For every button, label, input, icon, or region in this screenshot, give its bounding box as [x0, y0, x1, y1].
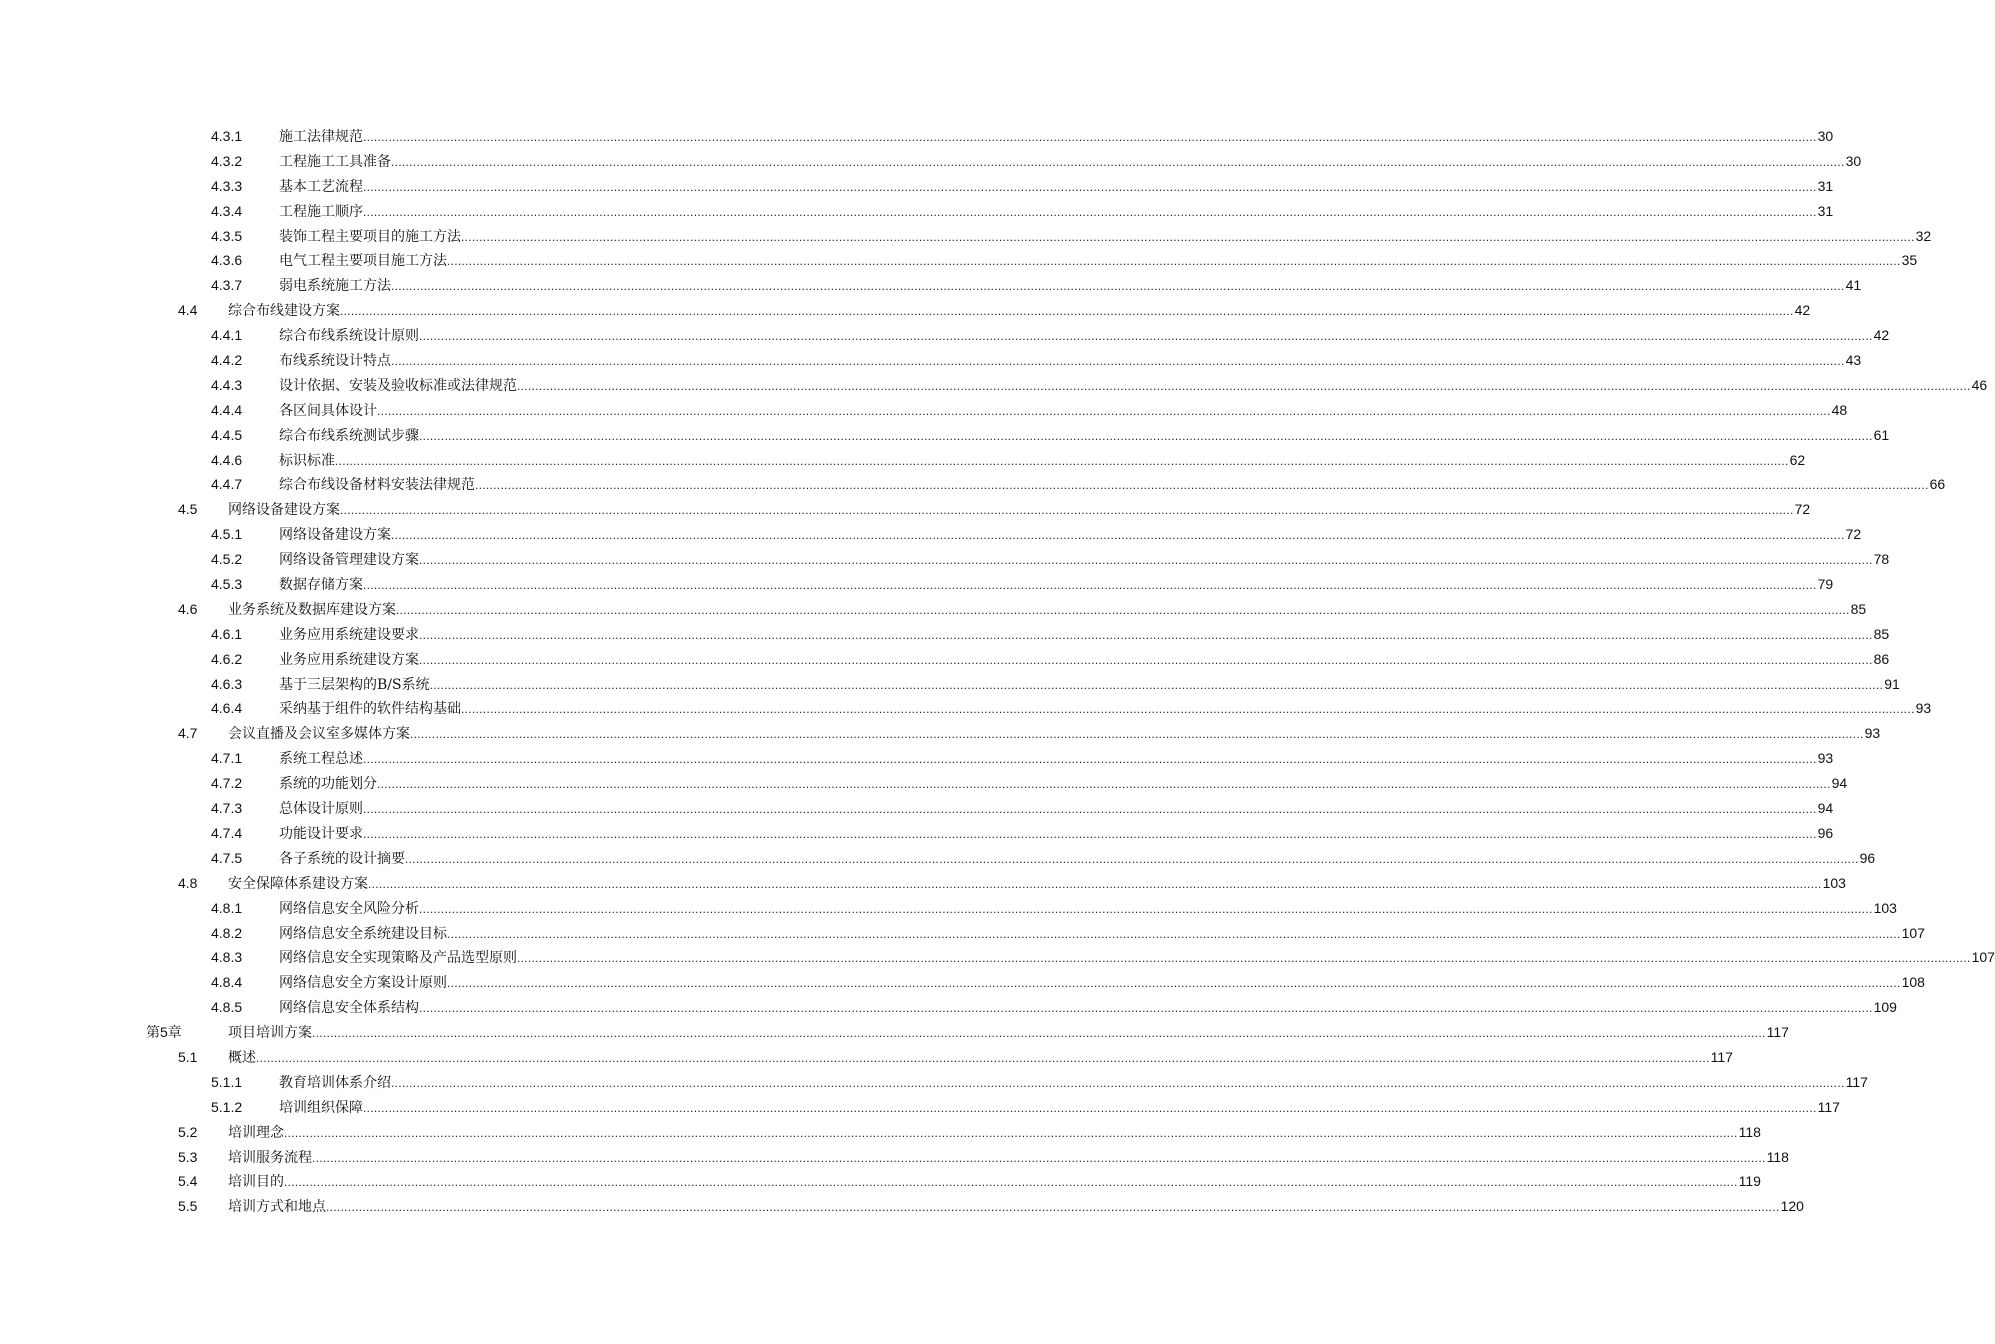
toc-entry-number: 4.7.2 — [211, 775, 243, 792]
toc-entry-line — [279, 572, 1834, 598]
dot-leader: ................................................................................................................................................................................................................................................................................................................................................................................................................ — [363, 204, 1817, 219]
dot-leader: ................................................................................................................................................................................................................................................................................................................................................................................................................ — [312, 1150, 1766, 1165]
toc-entry-number: 第5章 — [146, 1024, 182, 1041]
dot-leader: ................................................................................................................................................................................................................................................................................................................................................................................................................ — [340, 503, 1794, 518]
toc-entry-line — [279, 896, 1897, 922]
toc-entry-title: 教育培训体系介绍 — [279, 1074, 391, 1091]
toc-entry[interactable] — [0, 323, 1890, 348]
toc-entry-line — [228, 1194, 1804, 1220]
toc-entry-line — [279, 696, 1932, 722]
toc-entry-page-number: 117 — [1845, 1073, 1868, 1090]
dot-leader: ................................................................................................................................................................................................................................................................................................................................................................................................................ — [447, 926, 1901, 941]
toc-entry-number: 4.5.3 — [211, 576, 243, 593]
toc-entry-line — [279, 547, 1890, 573]
dot-leader: ................................................................................................................................................................................................................................................................................................................................................................................................................ — [517, 378, 1971, 393]
dot-leader: ................................................................................................................................................................................................................................................................................................................................................................................................................ — [363, 578, 1817, 593]
table-of-contents — [0, 124, 1995, 1219]
toc-entry-title: 综合布线设备材料安装法律规范 — [279, 477, 475, 494]
toc-entry-title: 系统工程总述 — [279, 751, 363, 768]
toc-entry-page-number: 72 — [1794, 501, 1811, 518]
toc-entry-number: 4.5 — [178, 501, 198, 518]
toc-entry-title: 培训目的 — [228, 1174, 284, 1191]
toc-entry-line — [279, 124, 1834, 150]
dot-leader: ................................................................................................................................................................................................................................................................................................................................................................................................................ — [363, 802, 1817, 817]
toc-entry-line — [279, 472, 1946, 498]
dot-leader: ................................................................................................................................................................................................................................................................................................................................................................................................................ — [461, 702, 1915, 717]
toc-entry-title: 培训方式和地点 — [228, 1199, 326, 1216]
dot-leader: ................................................................................................................................................................................................................................................................................................................................................................................................................ — [405, 851, 1859, 866]
toc-entry[interactable] — [0, 1169, 1761, 1194]
dot-leader: ................................................................................................................................................................................................................................................................................................................................................................................................................ — [326, 1200, 1780, 1215]
toc-entry-page-number: 109 — [1873, 999, 1897, 1016]
toc-entry-line — [228, 597, 1867, 623]
toc-entry-title: 网络信息安全系统建设目标 — [279, 925, 447, 942]
toc-entry-title: 总体设计原则 — [279, 801, 363, 818]
toc-entry-number: 5.3 — [178, 1148, 198, 1165]
toc-entry-line — [279, 373, 1988, 399]
toc-entry-number: 4.4.7 — [211, 476, 243, 493]
toc-entry-page-number: 79 — [1817, 576, 1834, 593]
toc-entry-page-number: 107 — [1901, 924, 1925, 941]
toc-entry-line — [279, 1095, 1840, 1121]
dot-leader: ................................................................................................................................................................................................................................................................................................................................................................................................................ — [447, 254, 1901, 269]
toc-entry[interactable] — [0, 1120, 1761, 1145]
toc-entry-line — [279, 970, 1925, 996]
dot-leader: ................................................................................................................................................................................................................................................................................................................................................................................................................ — [461, 229, 1915, 244]
toc-entry[interactable] — [0, 248, 1918, 273]
toc-entry[interactable] — [0, 124, 1834, 149]
toc-entry[interactable] — [0, 871, 1846, 896]
toc-entry-line — [228, 1020, 1789, 1046]
toc-entry-title: 基本工艺流程 — [279, 178, 363, 195]
toc-entry-number: 4.8.5 — [211, 999, 243, 1016]
toc-entry-line — [279, 522, 1862, 548]
toc-entry-number: 4.3.4 — [211, 202, 243, 219]
toc-entry-page-number: 117 — [1766, 1024, 1789, 1041]
dot-leader: ................................................................................................................................................................................................................................................................................................................................................................................................................ — [377, 403, 1831, 418]
toc-entry-number: 4.5.1 — [211, 526, 243, 543]
toc-entry-page-number: 41 — [1845, 277, 1862, 294]
toc-entry-page-number: 117 — [1710, 1048, 1733, 1065]
dot-leader: ................................................................................................................................................................................................................................................................................................................................................................................................................ — [396, 602, 1850, 617]
dot-leader: ................................................................................................................................................................................................................................................................................................................................................................................................................ — [368, 876, 1822, 891]
dot-leader: ................................................................................................................................................................................................................................................................................................................................................................................................................ — [419, 901, 1873, 916]
toc-entry-title: 网络设备建设方案 — [228, 502, 340, 519]
toc-entry[interactable] — [0, 1095, 1840, 1120]
toc-entry-page-number: 61 — [1873, 426, 1890, 443]
toc-entry-line — [279, 921, 1925, 947]
toc-entry-line — [228, 721, 1881, 747]
toc-entry-line — [228, 1120, 1761, 1146]
dot-leader: ................................................................................................................................................................................................................................................................................................................................................................................................................ — [475, 478, 1929, 493]
toc-entry-title: 网络信息安全体系结构 — [279, 1000, 419, 1017]
toc-entry-page-number: 118 — [1766, 1148, 1789, 1165]
toc-entry-title: 培训组织保障 — [279, 1099, 363, 1116]
toc-entry-line — [279, 647, 1890, 673]
toc-entry-number: 5.5 — [178, 1198, 198, 1215]
toc-entry[interactable] — [0, 622, 1890, 647]
toc-entry[interactable] — [0, 846, 1876, 871]
toc-entry-title: 综合布线建设方案 — [228, 303, 340, 320]
toc-entry-page-number: 103 — [1822, 874, 1846, 891]
dot-leader: ................................................................................................................................................................................................................................................................................................................................................................................................................ — [391, 279, 1845, 294]
toc-entry-title: 各区间具体设计 — [279, 402, 377, 419]
toc-entry-page-number: 103 — [1873, 899, 1897, 916]
toc-entry-title: 培训服务流程 — [228, 1149, 312, 1166]
toc-entry-line — [279, 622, 1890, 648]
toc-entry-number: 4.7 — [178, 725, 198, 742]
dot-leader: ................................................................................................................................................................................................................................................................................................................................................................................................................ — [419, 428, 1873, 443]
dot-leader: ................................................................................................................................................................................................................................................................................................................................................................................................................ — [391, 1075, 1845, 1090]
toc-entry-page-number: 31 — [1817, 177, 1834, 194]
toc-entry-title: 业务应用系统建设要求 — [279, 626, 419, 643]
toc-entry[interactable] — [0, 721, 1881, 746]
dot-leader: ................................................................................................................................................................................................................................................................................................................................................................................................................ — [517, 951, 1971, 966]
toc-entry-line — [228, 1045, 1733, 1071]
toc-entry-number: 4.8.2 — [211, 924, 243, 941]
toc-entry-line — [279, 448, 1806, 474]
toc-entry[interactable] — [0, 423, 1890, 448]
toc-entry-number: 4.3.6 — [211, 252, 243, 269]
dot-leader: ................................................................................................................................................................................................................................................................................................................................................................................................................ — [363, 179, 1817, 194]
toc-entry-page-number: 35 — [1901, 252, 1918, 269]
toc-entry[interactable] — [0, 647, 1890, 672]
toc-entry[interactable] — [0, 796, 1834, 821]
toc-entry-number: 4.3.7 — [211, 277, 243, 294]
toc-entry-number: 4.6 — [178, 600, 198, 617]
toc-entry-number: 4.6.2 — [211, 650, 243, 667]
toc-entry-title: 网络信息安全实现策略及产品选型原则 — [279, 950, 517, 967]
toc-entry[interactable] — [0, 522, 1862, 547]
toc-entry-page-number: 96 — [1817, 824, 1834, 841]
dot-leader: ................................................................................................................................................................................................................................................................................................................................................................................................................ — [391, 528, 1845, 543]
toc-entry-page-number: 31 — [1817, 202, 1834, 219]
toc-entry-number: 4.8 — [178, 874, 198, 891]
toc-entry-line — [228, 1169, 1761, 1195]
toc-entry-title: 培训理念 — [228, 1124, 284, 1141]
toc-entry[interactable] — [0, 1070, 1868, 1095]
toc-entry-number: 4.6.1 — [211, 625, 243, 642]
toc-entry[interactable] — [0, 821, 1834, 846]
toc-entry-number: 4.7.3 — [211, 800, 243, 817]
toc-entry[interactable] — [0, 398, 1848, 423]
toc-entry-number: 4.7.4 — [211, 824, 243, 841]
toc-entry-page-number: 93 — [1864, 725, 1881, 742]
dot-leader: ................................................................................................................................................................................................................................................................................................................................................................................................................ — [419, 1001, 1873, 1016]
toc-entry-number: 5.1.2 — [211, 1098, 243, 1115]
toc-entry-page-number: 91 — [1884, 675, 1900, 692]
toc-entry-page-number: 120 — [1780, 1198, 1804, 1215]
dot-leader: ................................................................................................................................................................................................................................................................................................................................................................................................................ — [391, 154, 1845, 169]
toc-entry-page-number: 93 — [1915, 700, 1932, 717]
toc-entry-number: 4.3.2 — [211, 152, 243, 169]
toc-entry[interactable] — [0, 373, 1988, 398]
toc-entry[interactable] — [0, 1020, 1789, 1045]
toc-entry[interactable] — [0, 149, 1862, 174]
toc-entry[interactable] — [0, 921, 1925, 946]
toc-entry[interactable] — [0, 746, 1834, 771]
toc-entry[interactable] — [0, 970, 1925, 995]
toc-entry-line — [279, 323, 1890, 349]
toc-entry[interactable] — [0, 348, 1862, 373]
toc-entry-number: 4.8.4 — [211, 974, 243, 991]
toc-entry-line — [279, 771, 1848, 797]
toc-entry-line — [279, 224, 1932, 250]
toc-entry-page-number: 78 — [1873, 551, 1890, 568]
toc-entry-page-number: 96 — [1859, 849, 1876, 866]
toc-entry-page-number: 85 — [1873, 625, 1890, 642]
toc-entry-page-number: 62 — [1789, 451, 1806, 468]
dot-leader: ................................................................................................................................................................................................................................................................................................................................................................................................................ — [363, 1100, 1817, 1115]
toc-entry-title: 系统的功能划分 — [279, 776, 377, 793]
dot-leader: ................................................................................................................................................................................................................................................................................................................................................................................................................ — [391, 354, 1845, 369]
dot-leader: ................................................................................................................................................................................................................................................................................................................................................................................................................ — [419, 627, 1873, 642]
dot-leader: ................................................................................................................................................................................................................................................................................................................................................................................................................ — [429, 677, 1884, 692]
toc-entry-page-number: 66 — [1929, 476, 1946, 493]
toc-entry-number: 4.4.5 — [211, 426, 243, 443]
toc-entry-number: 4.4 — [178, 302, 198, 319]
toc-entry-page-number: 94 — [1831, 775, 1848, 792]
toc-entry-number: 4.3.1 — [211, 128, 243, 144]
dot-leader: ................................................................................................................................................................................................................................................................................................................................................................................................................ — [419, 652, 1873, 667]
toc-entry-title: 安全保障体系建设方案 — [228, 875, 368, 892]
toc-entry-number: 4.8.3 — [211, 949, 243, 966]
toc-entry-title: 网络设备管理建设方案 — [279, 552, 419, 569]
toc-entry-number: 5.1 — [178, 1048, 198, 1065]
toc-entry-line — [279, 821, 1834, 847]
toc-entry-number: 4.3.5 — [211, 227, 243, 244]
toc-entry-number: 4.4.1 — [211, 327, 243, 344]
toc-entry-page-number: 46 — [1971, 376, 1988, 393]
toc-entry-line — [279, 398, 1848, 424]
toc-entry-page-number: 30 — [1845, 152, 1862, 169]
toc-entry[interactable] — [0, 448, 1806, 473]
toc-entry[interactable] — [0, 298, 1811, 323]
toc-entry-title: 标识标准 — [279, 452, 335, 469]
toc-entry-number: 4.4.4 — [211, 401, 243, 418]
toc-entry-title: 弱电系统施工方法 — [279, 278, 391, 295]
toc-entry-page-number: 48 — [1831, 401, 1848, 418]
toc-entry[interactable] — [0, 1194, 1804, 1219]
toc-entry-title: 装饰工程主要项目的施工方法 — [279, 228, 461, 245]
toc-entry-line — [279, 746, 1834, 772]
toc-entry-page-number: 85 — [1850, 600, 1867, 617]
toc-entry-line — [279, 423, 1890, 449]
toc-entry-page-number: 93 — [1817, 750, 1834, 767]
toc-entry[interactable] — [0, 199, 1834, 224]
dot-leader: ................................................................................................................................................................................................................................................................................................................................................................................................................ — [312, 1026, 1766, 1041]
toc-entry-page-number: 30 — [1817, 128, 1834, 144]
toc-entry[interactable] — [0, 224, 1932, 249]
toc-entry-page-number: 119 — [1738, 1173, 1761, 1190]
dot-leader: ................................................................................................................................................................................................................................................................................................................................................................................................................ — [363, 826, 1817, 841]
dot-leader: ................................................................................................................................................................................................................................................................................................................................................................................................................ — [256, 1050, 1710, 1065]
toc-entry[interactable] — [0, 273, 1862, 298]
toc-entry-number: 4.5.2 — [211, 551, 243, 568]
toc-entry[interactable] — [0, 472, 1946, 497]
toc-entry[interactable] — [0, 597, 1867, 622]
toc-entry-title: 工程施工工具准备 — [279, 153, 391, 170]
toc-entry[interactable] — [0, 1145, 1789, 1170]
toc-entry-title: 网络设备建设方案 — [279, 527, 391, 544]
toc-entry-title: 综合布线系统测试步骤 — [279, 427, 419, 444]
toc-entry[interactable] — [0, 696, 1932, 721]
toc-entry-line — [279, 199, 1834, 225]
dot-leader: ................................................................................................................................................................................................................................................................................................................................................................................................................ — [335, 453, 1789, 468]
toc-entry-title: 设计依据、安装及验收标准或法律规范 — [279, 377, 517, 394]
dot-leader: ................................................................................................................................................................................................................................................................................................................................................................................................................ — [410, 727, 1864, 742]
toc-entry[interactable] — [0, 945, 1995, 970]
toc-entry-page-number: 118 — [1738, 1123, 1761, 1140]
toc-entry-line — [279, 672, 1900, 698]
toc-entry-page-number: 32 — [1915, 227, 1932, 244]
toc-entry-page-number: 42 — [1873, 327, 1890, 344]
dot-leader: ................................................................................................................................................................................................................................................................................................................................................................................................................ — [363, 130, 1817, 144]
toc-entry-line — [279, 174, 1834, 200]
toc-entry-title: 综合布线系统设计原则 — [279, 328, 419, 345]
toc-entry-title: 会议直播及会议室多媒体方案 — [228, 726, 410, 743]
toc-entry-number: 5.4 — [178, 1173, 198, 1190]
toc-entry-number: 5.1.1 — [211, 1073, 243, 1090]
toc-entry-line — [279, 995, 1897, 1021]
toc-entry[interactable] — [0, 995, 1897, 1020]
toc-entry[interactable] — [0, 1045, 1733, 1070]
toc-entry-title: 功能设计要求 — [279, 825, 363, 842]
toc-entry[interactable] — [0, 174, 1834, 199]
toc-entry-line — [279, 248, 1918, 274]
toc-entry-page-number: 117 — [1817, 1098, 1840, 1115]
toc-entry-title: 工程施工顺序 — [279, 203, 363, 220]
toc-entry-line — [279, 149, 1862, 175]
dot-leader: ................................................................................................................................................................................................................................................................................................................................................................................................................ — [419, 553, 1873, 568]
dot-leader: ................................................................................................................................................................................................................................................................................................................................................................................................................ — [419, 329, 1873, 344]
toc-entry-number: 4.4.2 — [211, 352, 243, 369]
toc-entry-line — [228, 298, 1811, 324]
toc-entry[interactable] — [0, 896, 1897, 921]
dot-leader: ................................................................................................................................................................................................................................................................................................................................................................................................................ — [447, 976, 1901, 991]
toc-entry-number: 4.6.4 — [211, 700, 243, 717]
toc-entry-line — [279, 945, 1995, 971]
toc-entry-number: 4.6.3 — [211, 675, 243, 692]
toc-entry-title: 基于三层架构的B/S系统 — [279, 676, 430, 693]
dot-leader: ................................................................................................................................................................................................................................................................................................................................................................................................................ — [284, 1175, 1738, 1190]
toc-entry-number: 5.2 — [178, 1123, 198, 1140]
toc-entry-page-number: 43 — [1845, 352, 1862, 369]
toc-entry-line — [279, 348, 1862, 374]
toc-entry-title: 概述 — [228, 1049, 256, 1066]
toc-entry-page-number: 107 — [1971, 949, 1995, 966]
toc-entry-number: 4.4.6 — [211, 451, 243, 468]
toc-entry-page-number: 86 — [1873, 650, 1890, 667]
toc-entry-line — [279, 1070, 1868, 1096]
toc-entry-title: 施工法律规范 — [279, 129, 363, 145]
toc-entry-page-number: 72 — [1845, 526, 1862, 543]
dot-leader: ................................................................................................................................................................................................................................................................................................................................................................................................................ — [284, 1125, 1738, 1140]
toc-entry-line — [228, 1145, 1789, 1171]
toc-entry-number: 4.8.1 — [211, 899, 243, 916]
toc-entry-title: 数据存储方案 — [279, 577, 363, 594]
toc-entry[interactable] — [0, 771, 1848, 796]
toc-entry-number: 4.7.5 — [211, 849, 243, 866]
toc-entry-title: 布线系统设计特点 — [279, 353, 391, 370]
toc-entry-number: 4.7.1 — [211, 750, 243, 767]
toc-entry-title: 业务系统及数据库建设方案 — [228, 601, 396, 618]
toc-entry-number: 4.4.3 — [211, 376, 243, 393]
toc-entry-line — [228, 871, 1846, 897]
toc-entry-page-number: 108 — [1901, 974, 1925, 991]
dot-leader: ................................................................................................................................................................................................................................................................................................................................................................................................................ — [377, 777, 1831, 792]
toc-entry-title: 电气工程主要项目施工方法 — [279, 253, 447, 270]
toc-entry-title: 采纳基于组件的软件结构基础 — [279, 701, 461, 718]
toc-entry-number: 4.3.3 — [211, 177, 243, 194]
toc-entry[interactable] — [0, 672, 1900, 697]
toc-entry-line — [228, 497, 1811, 523]
toc-entry-line — [279, 846, 1876, 872]
toc-entry-line — [279, 273, 1862, 299]
toc-entry-title: 网络信息安全方案设计原则 — [279, 975, 447, 992]
toc-entry[interactable] — [0, 572, 1834, 597]
toc-entry-title: 各子系统的设计摘要 — [279, 850, 405, 867]
toc-entry-page-number: 42 — [1794, 302, 1811, 319]
toc-entry-line — [279, 796, 1834, 822]
toc-entry-title: 项目培训方案 — [228, 1025, 312, 1042]
toc-entry-page-number: 94 — [1817, 800, 1834, 817]
toc-entry-title: 网络信息安全风险分析 — [279, 900, 419, 917]
toc-entry[interactable] — [0, 497, 1811, 522]
dot-leader: ................................................................................................................................................................................................................................................................................................................................................................................................................ — [340, 304, 1794, 319]
dot-leader: ................................................................................................................................................................................................................................................................................................................................................................................................................ — [363, 752, 1817, 767]
toc-entry-title: 业务应用系统建设方案 — [279, 651, 419, 668]
toc-entry[interactable] — [0, 547, 1890, 572]
